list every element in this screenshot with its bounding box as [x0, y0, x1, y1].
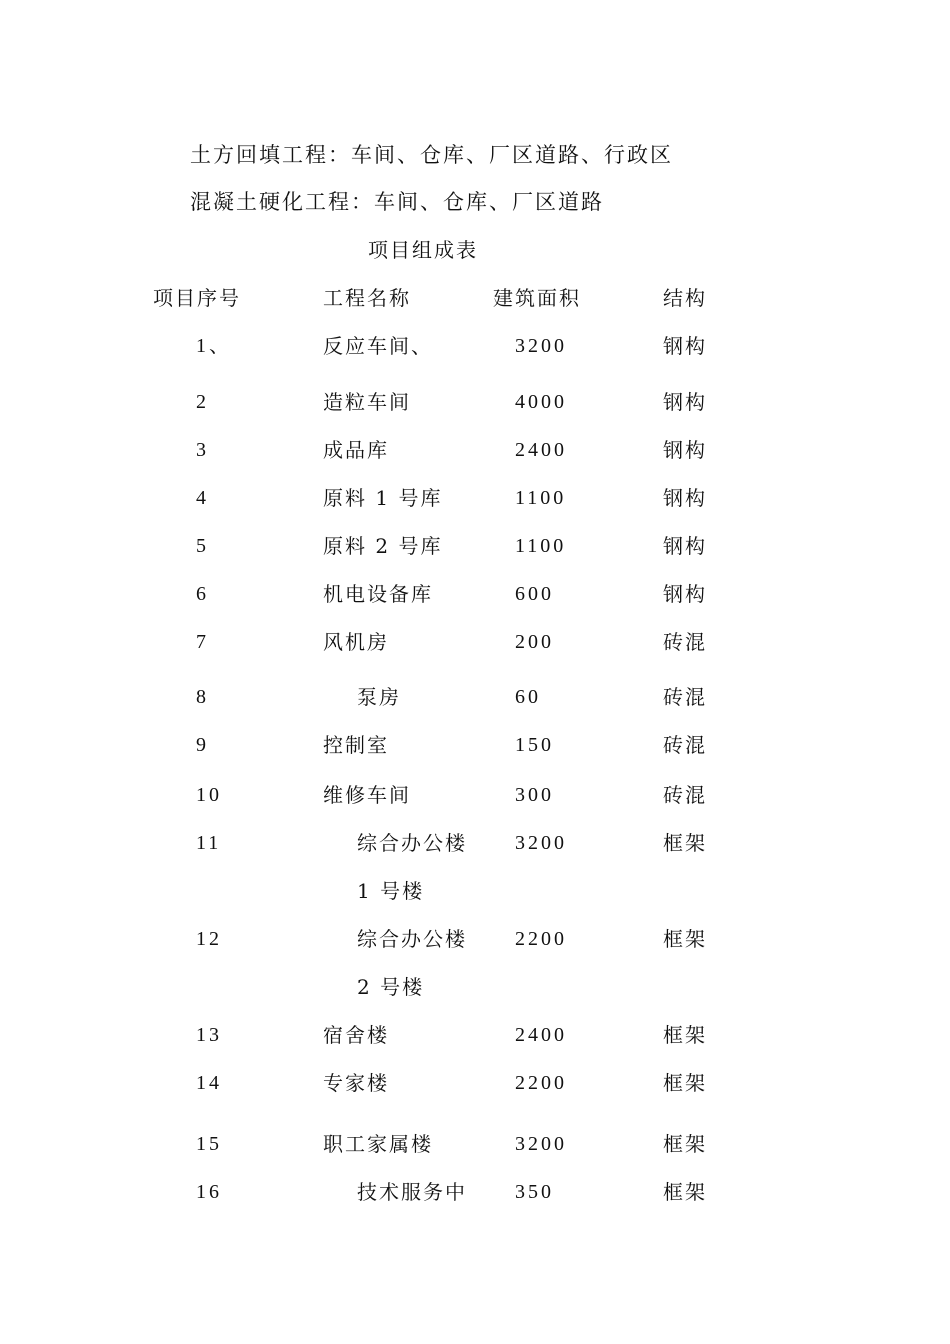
row-floor-area: 2200	[515, 928, 567, 950]
row-floor-area: 3200	[515, 832, 567, 854]
row-structure: 钢构	[663, 582, 707, 606]
table-title: 项目组成表	[368, 238, 478, 262]
row-floor-area: 1100	[515, 535, 567, 557]
row-project-name: 原料 1 号库	[323, 486, 443, 510]
row-project-name: 专家楼	[323, 1071, 389, 1095]
row-number: 3	[196, 439, 209, 461]
row-project-name: 机电设备库	[323, 582, 433, 606]
row-project-name: 维修车间	[323, 783, 411, 807]
paragraph-concrete: 混凝土硬化工程：车间、仓库、厂区道路	[190, 190, 604, 214]
row-floor-area: 600	[515, 583, 554, 605]
row-project-name: 宿舍楼	[323, 1023, 389, 1047]
header-structure: 结构	[663, 286, 707, 310]
header-floor-area: 建筑面积	[493, 286, 581, 310]
row-number: 16	[196, 1181, 222, 1203]
row-floor-area: 300	[515, 784, 554, 806]
row-floor-area: 2400	[515, 1024, 567, 1046]
row-number: 11	[196, 832, 222, 854]
row-structure: 砖混	[663, 630, 707, 654]
row-number: 9	[196, 734, 209, 756]
row-project-name: 原料 2 号库	[323, 534, 443, 558]
row-floor-area: 150	[515, 734, 554, 756]
row-structure: 框架	[663, 927, 707, 951]
row-number: 6	[196, 583, 209, 605]
row-project-name: 泵房	[357, 685, 401, 709]
row-project-name: 控制室	[323, 733, 389, 757]
row-structure: 钢构	[663, 486, 707, 510]
row-structure: 框架	[663, 1023, 707, 1047]
row-structure: 砖混	[663, 685, 707, 709]
row-floor-area: 60	[515, 686, 541, 708]
paragraph-earthwork: 土方回填工程：车间、仓库、厂区道路、行政区	[190, 143, 673, 167]
row-number: 7	[196, 631, 209, 653]
row-structure: 砖混	[663, 733, 707, 757]
row-project-name-line2: 1 号楼	[357, 879, 425, 903]
row-project-name: 综合办公楼	[357, 831, 467, 855]
row-structure: 钢构	[663, 390, 707, 414]
row-floor-area: 3200	[515, 335, 567, 357]
row-floor-area: 1100	[515, 487, 567, 509]
row-structure: 砖混	[663, 783, 707, 807]
row-number: 5	[196, 535, 209, 557]
row-number: 1、	[196, 335, 232, 357]
row-floor-area: 3200	[515, 1133, 567, 1155]
row-project-name: 造粒车间	[323, 390, 411, 414]
row-number: 2	[196, 391, 209, 413]
row-structure: 钢构	[663, 334, 707, 358]
row-number: 13	[196, 1024, 222, 1046]
row-project-name: 职工家属楼	[323, 1132, 433, 1156]
row-project-name: 反应车间、	[323, 334, 433, 358]
row-project-name-line2: 2 号楼	[357, 975, 425, 999]
row-project-name: 风机房	[323, 630, 389, 654]
row-structure: 框架	[663, 1071, 707, 1095]
row-number: 12	[196, 928, 222, 950]
row-project-name: 成品库	[323, 438, 389, 462]
row-structure: 框架	[663, 831, 707, 855]
row-number: 14	[196, 1072, 222, 1094]
row-number: 8	[196, 686, 209, 708]
row-structure: 框架	[663, 1180, 707, 1204]
row-structure: 框架	[663, 1132, 707, 1156]
row-project-name: 技术服务中	[357, 1180, 467, 1204]
row-floor-area: 200	[515, 631, 554, 653]
row-structure: 钢构	[663, 534, 707, 558]
row-project-name: 综合办公楼	[357, 927, 467, 951]
row-floor-area: 2200	[515, 1072, 567, 1094]
row-floor-area: 2400	[515, 439, 567, 461]
row-number: 4	[196, 487, 209, 509]
header-project-name: 工程名称	[323, 286, 411, 310]
row-number: 10	[196, 784, 222, 806]
row-number: 15	[196, 1133, 222, 1155]
header-item-no: 项目序号	[153, 286, 241, 310]
row-floor-area: 4000	[515, 391, 567, 413]
row-floor-area: 350	[515, 1181, 554, 1203]
row-structure: 钢构	[663, 438, 707, 462]
